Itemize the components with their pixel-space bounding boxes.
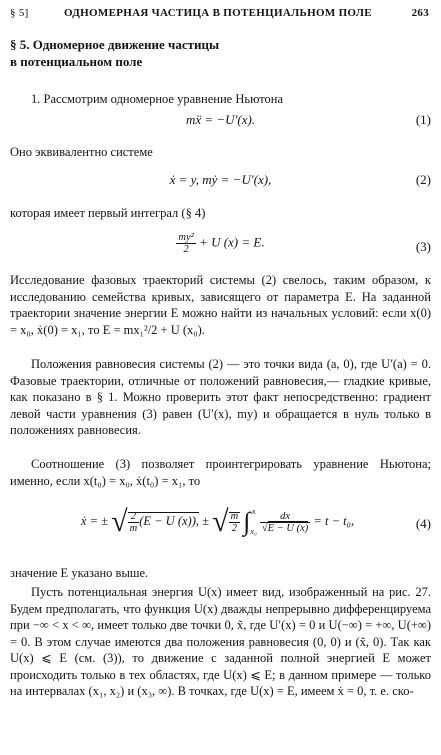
- paragraph-integration: Соотношение (3) позволяет проинтегрировать уравнение Ньютона; именно, если x(t₀) = x₀, ẋ(t₀) = x₁, то: [10, 457, 431, 488]
- equation-4: [10, 500, 431, 556]
- paragraph-equilibria: Положения равновесия системы (2) — это точки вида (a, 0), где U′(a) = 0. Фазовые траектории, отличные от положений равновесия,— гладкие кривые, как показано в § 1. Можно проверить этот факт непосредственно: градиент левой части уравнения (3) равен (U′(x), my) и обращается в нуль только в положениях равновесия.: [10, 357, 431, 437]
- equation-1: [10, 112, 431, 132]
- integral-sign: ∫: [243, 507, 251, 536]
- equation-3: [10, 232, 431, 262]
- equation-1-number: (1): [415, 112, 431, 127]
- equation-4-body: ẋ = ± √ $\frac{2}{m}$ (E − U (x)), ± √ $\frac{m}{2}$ ∫ x x₀ $\frac{dx}{√E - U (x)}$ = t − t₀,: [80, 505, 355, 538]
- paragraph-phase-trajectories: Исследование фазовых траекторий системы (2) свелось, таким образом, к исследованию семейства кривых, зависящего от параметра E. На заданной траектории значение энергии E можно найти из начальных условий: если x(0) = x₀, ẋ(0) = x₁, то E = mx₁²/2 + U (x₀).: [10, 273, 431, 337]
- paragraph-potential-example: Пусть потенциальная энергия U(x) имеет вид, изображенный на рис. 27. Будем предполагать, что функция U(x) дважды непрерывно дифференцируема при −∞ < x < ∞, имеет только две точки 0, x̃, где U′(x) = 0 и U(−∞) = +∞, U(+∞) = 0. В этом случае имеются два положения равновесия (0, 0) и (x̃, 0). Так как U(x) ⩽ E (см. (3)), то движение с заданной полной энергией E может происходить только в тех областях, где U(x) ⩽ E; в данном примере — только на интервалах (x₁, x₂) и (x₃, ∞). В точках, где U(x) = E, имеем ẋ = 0, т. е. ско-: [10, 585, 431, 698]
- running-header: [10, 7, 429, 21]
- integrand-fraction: $\frac{dx}{√E - U (x)}$: [261, 510, 309, 534]
- section-heading: [10, 36, 219, 70]
- equation-2-number: (2): [415, 172, 431, 187]
- section-heading-line-1: § 5. Одномерное движение частицы: [10, 37, 220, 52]
- paragraph-energy-note: значение E указано выше.: [10, 566, 149, 580]
- header-section-ref: § 5]: [10, 7, 29, 19]
- header-running-title: ОДНОМЕРНАЯ ЧАСТИЦА В ПОТЕНЦИАЛЬНОМ ПОЛЕ: [64, 7, 372, 19]
- equation-2-body: ẋ = y, mẏ = −U′(x),: [169, 172, 272, 187]
- equation-1-body: mẍ = −U′(x).: [185, 112, 256, 127]
- equation-2: [10, 172, 431, 192]
- page-number: 263: [411, 7, 429, 19]
- paragraph-intro: 1. Рассмотрим одномерное уравнение Ньютона: [31, 92, 284, 106]
- equation-3-body: [10, 232, 431, 255]
- section-heading-line-2: в потенциальном поле: [10, 54, 143, 69]
- equation-3-number: (3): [415, 239, 431, 254]
- equation-4-number: (4): [415, 516, 431, 531]
- equation-3-rest: + U (x) = E.: [195, 234, 265, 250]
- equation-3-fraction: $\frac{\text{my²}}{2}$: [178, 232, 194, 255]
- paragraph-first-integral: которая имеет первый интеграл (§ 4): [10, 206, 206, 220]
- paragraph-equivalent: Оно эквивалентно системе: [10, 145, 153, 159]
